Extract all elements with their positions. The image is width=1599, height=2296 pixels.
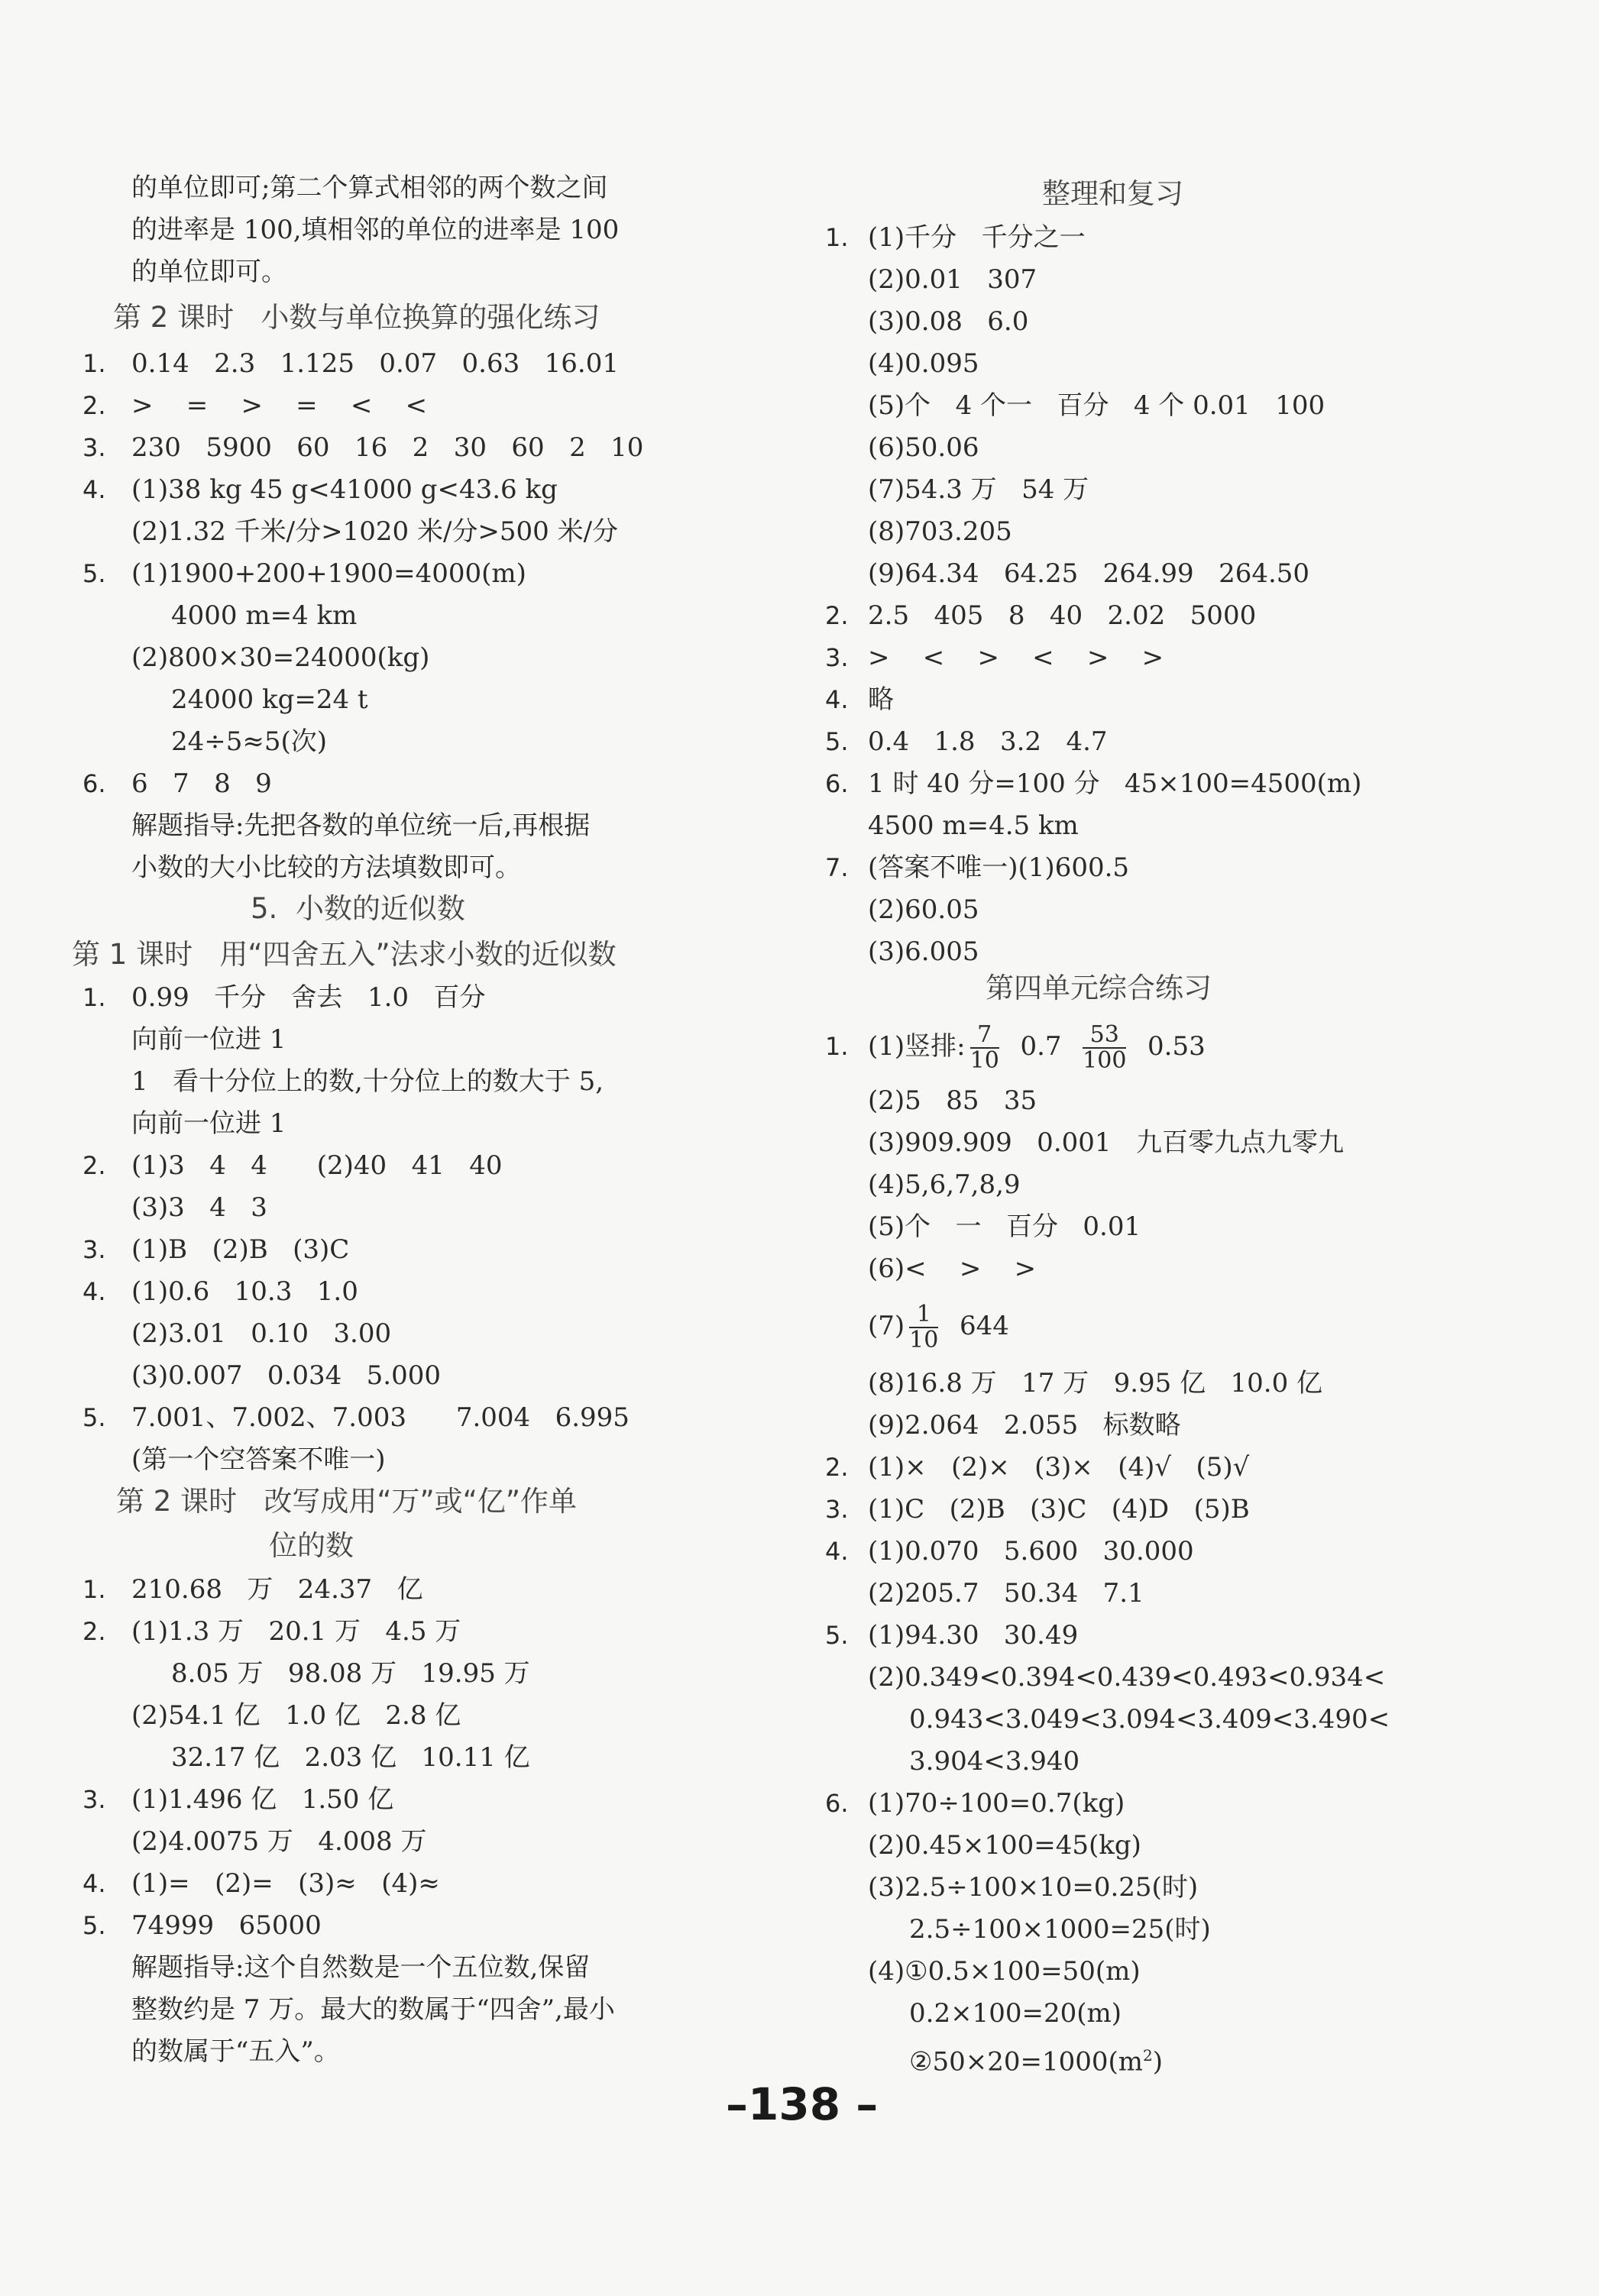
- guidance-line: 解题指导:先把各数的单位统一后,再根据: [131, 810, 591, 841]
- answer-line: 向前一位进 1: [131, 1108, 286, 1139]
- section-heading: 第四单元综合练习: [986, 972, 1212, 1004]
- answer-line: 74999 65000: [131, 1910, 322, 1941]
- answer-line-fraction: [868, 1295, 1009, 1357]
- question-number: 5.: [825, 727, 849, 756]
- answer-line: (2)205.7 50.34 7.1: [868, 1578, 1144, 1609]
- question-number: 5.: [83, 1911, 106, 1940]
- fraction: [1083, 1023, 1126, 1073]
- answer-line: 0.14 2.3 1.125 0.07 0.63 16.01: [131, 348, 619, 379]
- answer-line: (4)0.095: [868, 348, 979, 379]
- question-number: 3.: [825, 643, 849, 672]
- answer-line: (1)× (2)× (3)× (4)√ (5)√: [868, 1452, 1250, 1483]
- question-number: 1.: [83, 1575, 106, 1604]
- answer-line: (9)2.064 2.055 标数略: [868, 1410, 1181, 1441]
- answer-line: 略: [868, 684, 894, 715]
- answer-line: (1)C (2)B (3)C (4)D (5)B: [868, 1494, 1250, 1525]
- answer-line: (1)1900+200+1900=4000(m): [131, 558, 526, 589]
- question-number: 4.: [83, 1869, 106, 1898]
- answer-line: (1)1.3 万 20.1 万 4.5 万: [131, 1616, 461, 1647]
- answer-line: (2)54.1 亿 1.0 亿 2.8 亿: [131, 1700, 461, 1731]
- answer-line: 4000 m=4 km: [171, 600, 358, 631]
- answer-line: 6 7 8 9: [131, 768, 272, 799]
- page-number: –138 –: [726, 2078, 879, 2130]
- answer-line: (9)64.34 64.25 264.99 264.50: [868, 558, 1310, 589]
- question-number: 4.: [825, 1537, 849, 1566]
- fraction: [970, 1023, 999, 1073]
- section-heading: 第 2 课时 小数与单位换算的强化练习: [113, 301, 600, 334]
- answer-line: 32.17 亿 2.03 亿 10.11 亿: [171, 1742, 530, 1773]
- question-number: 6.: [83, 769, 106, 798]
- superscript: 2: [1143, 2046, 1153, 2065]
- answer-text: ②50×20=1000(m: [909, 2046, 1144, 2078]
- answer-line: (4)①0.5×100=50(m): [868, 1956, 1141, 1987]
- question-number: 3.: [83, 1235, 106, 1264]
- answer-line: > = > = < <: [131, 390, 428, 421]
- guidance-line: 解题指导:这个自然数是一个五位数,保留: [131, 1952, 591, 1983]
- answer-line: 1 时 40 分=100 分 45×100=4500(m): [868, 768, 1362, 799]
- answer-line: (2)1.32 千米/分>1020 米/分>500 米/分: [131, 516, 619, 547]
- question-number: 5.: [83, 1403, 106, 1432]
- answer-line: 4500 m=4.5 km: [868, 810, 1079, 841]
- question-number: 7.: [825, 853, 849, 882]
- answer-line: (1)1.496 亿 1.50 亿: [131, 1784, 394, 1815]
- answer-line: (1)38 kg 45 g<41000 g<43.6 kg: [131, 474, 558, 505]
- answer-line: (1)70÷100=0.7(kg): [868, 1788, 1125, 1819]
- answer-line: 210.68 万 24.37 亿: [131, 1574, 423, 1605]
- question-number: 1.: [83, 983, 106, 1012]
- answer-line: (1)94.30 30.49: [868, 1620, 1079, 1651]
- section-heading: 5. 小数的近似数: [251, 892, 465, 925]
- question-number: 3.: [83, 1785, 106, 1814]
- answer-line: (5)个 一 百分 0.01: [868, 1211, 1141, 1242]
- fraction-numerator: 7: [970, 1023, 999, 1049]
- answer-line: (第一个空答案不唯一): [131, 1444, 386, 1475]
- fraction-denominator: 10: [969, 1047, 999, 1074]
- answer-line: (2)0.349<0.394<0.439<0.493<0.934<: [868, 1662, 1386, 1693]
- answer-text: 0.7: [1020, 1031, 1062, 1062]
- answer-line: 1 看十分位上的数,十分位上的数大于 5,: [131, 1066, 604, 1097]
- question-number: 5.: [83, 559, 106, 588]
- answer-line: (7)54.3 万 54 万: [868, 474, 1089, 505]
- answer-line: 3.904<3.940: [909, 1746, 1080, 1777]
- question-number: 3.: [825, 1495, 849, 1524]
- question-number: 4.: [825, 685, 849, 714]
- text-line: 的单位即可;第二个算式相邻的两个数之间: [131, 173, 608, 203]
- section-heading: 位的数: [269, 1529, 354, 1562]
- fraction-numerator: 1: [909, 1302, 938, 1328]
- answer-line: (8)16.8 万 17 万 9.95 亿 10.0 亿: [868, 1368, 1323, 1399]
- answer-line: (1)0.070 5.600 30.000: [868, 1536, 1194, 1567]
- answer-line: 0.943<3.049<3.094<3.409<3.490<: [909, 1704, 1390, 1735]
- answer-line: (2)0.01 307: [868, 264, 1037, 295]
- answer-line: (6)50.06: [868, 432, 979, 463]
- section-heading: 整理和复习: [1042, 177, 1183, 210]
- answer-line: (3)6.005: [868, 936, 979, 967]
- question-number: 2.: [825, 601, 849, 630]
- answer-line: (答案不唯一)(1)600.5: [868, 852, 1130, 883]
- answer-line: 2.5÷100×1000=25(时): [909, 1914, 1211, 1945]
- answer-line: 0.2×100=20(m): [909, 1998, 1122, 2029]
- answer-line: 24000 kg=24 t: [171, 684, 368, 715]
- answer-line: (3)909.909 0.001 九百零九点九零九: [868, 1127, 1344, 1158]
- question-number: 2.: [83, 1617, 106, 1646]
- answer-line: (3)3 4 3: [131, 1192, 267, 1223]
- answer-line: (1)= (2)= (3)≈ (4)≈: [131, 1868, 440, 1899]
- question-number: 6.: [825, 1789, 849, 1818]
- answer-line: 0.99 千分 舍去 1.0 百分: [131, 982, 486, 1013]
- answer-line: (3)0.007 0.034 5.000: [131, 1360, 442, 1391]
- fraction-denominator: 100: [1083, 1047, 1127, 1074]
- section-heading: 第 1 课时 用“四舍五入”法求小数的近似数: [72, 938, 617, 971]
- answer-line: 2.5 405 8 40 2.02 5000: [868, 600, 1257, 631]
- question-number: 1.: [825, 223, 849, 252]
- answer-line: (2)5 85 35: [868, 1085, 1037, 1116]
- answer-line: 7.001、7.002、7.003 7.004 6.995: [131, 1402, 630, 1433]
- answer-line: (5)个 4 个一 百分 4 个 0.01 100: [868, 390, 1325, 421]
- answer-line: (1)B (2)B (3)C: [131, 1234, 350, 1265]
- answer-line: (2)800×30=24000(kg): [131, 642, 430, 673]
- answer-line: (1)千分 千分之一: [868, 222, 1086, 253]
- question-number: 2.: [825, 1453, 849, 1482]
- answer-line: (3)0.08 6.0: [868, 306, 1029, 337]
- answer-text: 644: [959, 1311, 1009, 1341]
- question-number: 2.: [83, 391, 106, 420]
- answer-line-area: [909, 2040, 1164, 2078]
- fraction-denominator: 10: [909, 1327, 939, 1353]
- question-number: 1.: [83, 349, 106, 378]
- fraction-numerator: 53: [1083, 1023, 1126, 1049]
- answer-text: 0.53: [1147, 1031, 1206, 1062]
- text-line: 的进率是 100,填相邻的单位的进率是 100: [131, 215, 620, 245]
- answer-line: (1)0.6 10.3 1.0: [131, 1276, 358, 1307]
- guidance-line: 的数属于“五入”。: [131, 2036, 340, 2067]
- answer-line: (2)0.45×100=45(kg): [868, 1830, 1141, 1861]
- answer-line: 向前一位进 1: [131, 1024, 286, 1055]
- answer-line: 230 5900 60 16 2 30 60 2 10: [131, 432, 644, 463]
- answer-line: (3)2.5÷100×10=0.25(时): [868, 1872, 1199, 1903]
- question-number: 4.: [83, 1277, 106, 1306]
- guidance-line: 整数约是 7 万。最大的数属于“四舍”,最小: [131, 1994, 615, 2025]
- question-number: 3.: [83, 433, 106, 462]
- answer-line: 24÷5≈5(次): [171, 726, 328, 757]
- answer-line: (2)60.05: [868, 894, 979, 925]
- answer-text: ): [1152, 2046, 1164, 2078]
- answer-line: 8.05 万 98.08 万 19.95 万: [171, 1658, 530, 1689]
- question-number: 5.: [825, 1621, 849, 1650]
- answer-line: (4)5,6,7,8,9: [868, 1169, 1021, 1200]
- answer-line: (1)3 4 4 (2)40 41 40: [131, 1150, 503, 1181]
- answer-line: (8)703.205: [868, 516, 1012, 547]
- answer-line: (2)3.01 0.10 3.00: [131, 1318, 392, 1349]
- question-number: 4.: [83, 475, 106, 504]
- answer-line: 0.4 1.8 3.2 4.7: [868, 726, 1108, 757]
- guidance-line: 小数的大小比较的方法填数即可。: [131, 852, 521, 883]
- text-line: 的单位即可。: [131, 257, 287, 287]
- fraction: [909, 1302, 938, 1353]
- question-number: 2.: [83, 1151, 106, 1180]
- section-heading: 第 2 课时 改写成用“万”或“亿”作单: [116, 1485, 578, 1518]
- question-number: 1.: [825, 1032, 849, 1061]
- answer-text: (1)竖排:: [868, 1031, 966, 1062]
- answer-text: (7): [868, 1311, 905, 1341]
- answer-line: (6)< > >: [868, 1253, 1037, 1284]
- answer-line: (2)4.0075 万 4.008 万: [131, 1826, 427, 1857]
- answer-line-fractions: [868, 1016, 1206, 1077]
- question-number: 6.: [825, 769, 849, 798]
- answer-line: > < > < > >: [868, 642, 1164, 673]
